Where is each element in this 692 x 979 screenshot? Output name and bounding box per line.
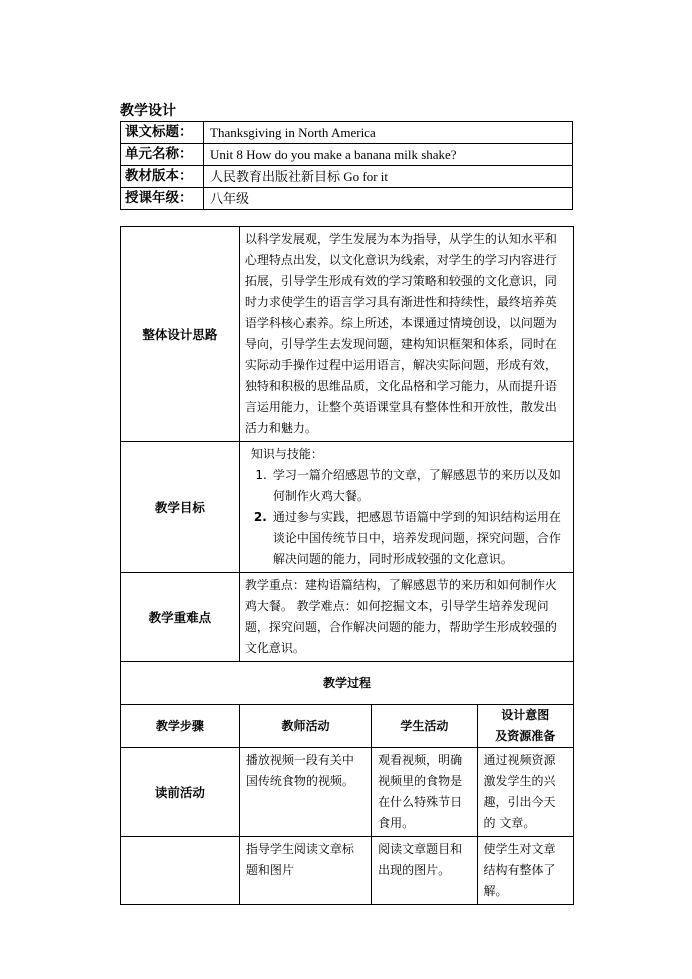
info-label: 授课年级：: [121, 188, 204, 210]
document-title: 教学设计: [120, 103, 176, 119]
goal-number: 2.: [253, 510, 267, 524]
info-value: Thanksgiving in North America: [204, 122, 573, 144]
goal-item: [245, 465, 568, 507]
design-intent: 通过视频资源激发学生的兴趣，引出今天的 文章。: [477, 748, 573, 837]
goals-heading: 知识与技能：: [250, 447, 323, 461]
design-label: 整体设计思路: [121, 227, 240, 442]
process-step: [121, 837, 240, 905]
info-value: 八年级: [204, 188, 573, 210]
info-value: 人民教育出版社新目标 Go for it: [204, 166, 573, 188]
process-title: 教学过程: [121, 662, 574, 705]
process-title-row: [121, 662, 574, 705]
process-row: [121, 837, 574, 905]
process-header-row: [121, 705, 574, 748]
process-step: 读前活动: [121, 748, 240, 837]
design-text: 以科学发展观，学生发展为本为指导，从学生的认知水平和心理特点出发，以文化意识为线索，对学生的学习内容进行拓展，引导学生形成有效的学习策略和较强的文化意识，同时力求使学生的语言学习具有渐进性和持续性，最终培养英语学科核心素养。综上所述，本课通过情境创设，以问题为导向，引导学生去发现问题，建构知识框架和体系，同时在实际动手操作过程中运用语言，解决实际问题，形成有效，独特和积极的思维品质，文化品格和学习能力，从而提升语言运用能力，让整个英语课堂具有整体性和开放性，散发出活力和魅力。: [239, 227, 573, 442]
student-activity: 阅读文章题目和出现的图片。: [372, 837, 477, 905]
teacher-activity: 播放视频一段有关中国传统食物的视频。: [239, 748, 371, 837]
design-table: [120, 226, 574, 905]
goal-item: [245, 507, 568, 570]
design-intent: 使学生对文章结构有整体了解。: [477, 837, 573, 905]
goals-label: 教学目标: [121, 442, 240, 573]
goal-text: 通过参与实践，把感恩节语篇中学到的知识结构运用在谈论中国传统节日中，培养发现问题，探究问题，合作解决问题的能力，同时形成较强的文化意识。: [272, 510, 561, 566]
goal-number: 1.: [255, 468, 267, 482]
header-step: 教学步骤: [121, 705, 240, 748]
goals-row: [121, 442, 574, 573]
goals-content: [239, 442, 573, 573]
header-teacher: 教师活动: [239, 705, 371, 748]
teacher-activity: 指导学生阅读文章标题和图片: [239, 837, 371, 905]
info-label: 课文标题：: [121, 122, 204, 144]
info-label: 教材版本：: [121, 166, 204, 188]
info-value: Unit 8 How do you make a banana milk shake?: [204, 144, 573, 166]
info-row: [121, 188, 573, 210]
info-label: 单元名称：: [121, 144, 204, 166]
info-table: [120, 121, 573, 210]
header-intent: 设计意图 及资源准备: [477, 705, 573, 748]
design-row: [121, 227, 574, 442]
student-activity: 观看视频，明确视频里的食物是在什么特殊节日食用。: [372, 748, 477, 837]
info-row: [121, 144, 573, 166]
keypoints-text: 教学重点：建构语篇结构，了解感恩节的来历和如何制作火鸡大餐。 教学难点：如何挖掘文本，引导学生培养发现问题，探究问题，合作解决问题的能力，帮助学生形成较强的文化意识。: [239, 573, 573, 662]
goal-text: 学习一篇介绍感恩节的文章，了解感恩节的来历以及如何制作火鸡大餐。: [272, 468, 561, 503]
header-student: 学生活动: [372, 705, 477, 748]
info-row: [121, 122, 573, 144]
keypoints-row: [121, 573, 574, 662]
process-row: [121, 748, 574, 837]
info-row: [121, 166, 573, 188]
keypoints-label: 教学重难点: [121, 573, 240, 662]
